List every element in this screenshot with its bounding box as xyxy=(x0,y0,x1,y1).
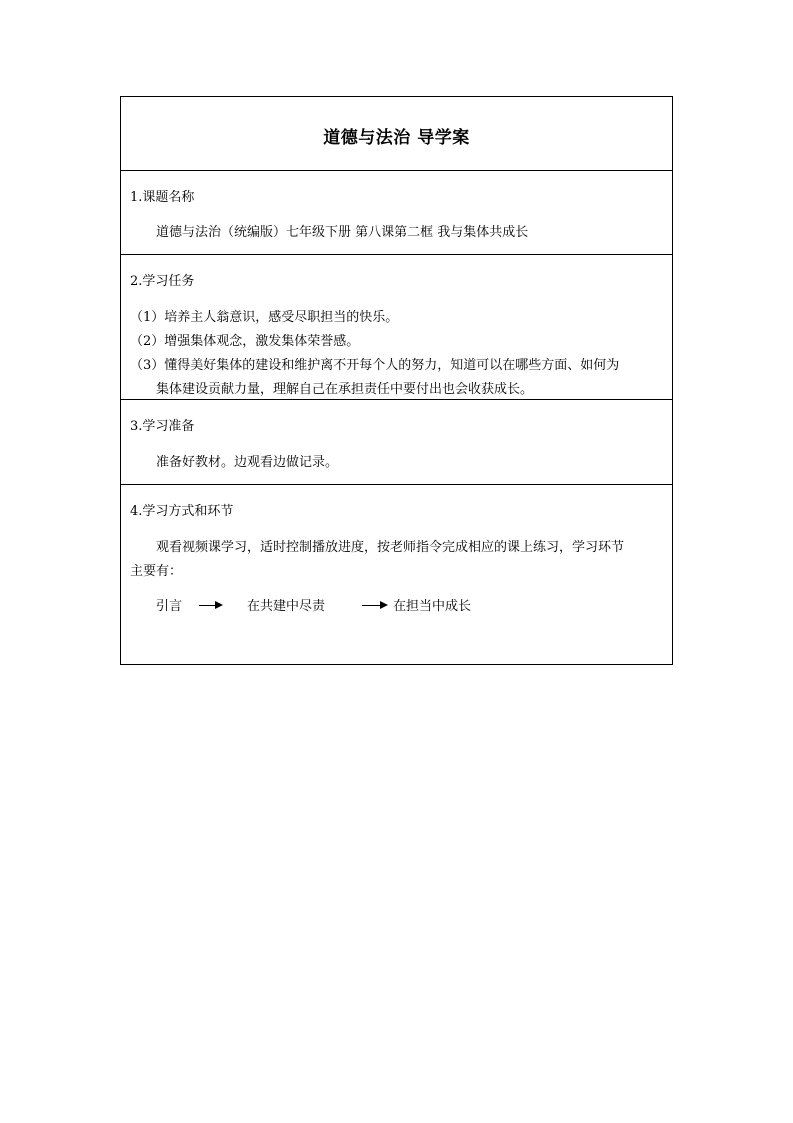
topic-text: 道德与法治（统编版）七年级下册 第八课第二框 我与集体共成长 xyxy=(156,225,529,240)
section-heading: 3.学习准备 xyxy=(130,419,195,434)
right-arrow-icon xyxy=(362,605,386,606)
step-responsibility: 在共建中尽责 xyxy=(247,599,326,614)
guide-table xyxy=(120,96,673,665)
page-title: 道德与法治 导学案 xyxy=(323,128,470,148)
task-item-continuation: 集体建设贡献力量，理解自己在承担责任中要付出也会收获成长。 xyxy=(156,382,534,397)
task-item: （2）增强集体观念，激发集体荣誉感。 xyxy=(130,334,360,349)
section-heading: 4.学习方式和环节 xyxy=(130,504,234,519)
section-heading: 1.课题名称 xyxy=(130,190,195,205)
step-intro: 引言 xyxy=(156,599,183,614)
step-growth: 在担当中成长 xyxy=(393,599,472,614)
method-text-continuation: 主要有： xyxy=(130,564,183,579)
prep-text: 准备好教材。边观看边做记录。 xyxy=(156,455,339,470)
task-item: （3）懂得美好集体的建设和维护离不开每个人的努力，知道可以在哪些方面、如何为 xyxy=(130,358,620,373)
right-arrow-icon xyxy=(199,605,221,606)
section-heading: 2.学习任务 xyxy=(130,274,195,289)
method-text: 观看视频课学习，适时控制播放进度，按老师指令完成相应的课上练习，学习环节 xyxy=(156,540,625,555)
section-tasks xyxy=(121,255,672,400)
task-item: （1）培养主人翁意识，感受尽职担当的快乐。 xyxy=(130,310,399,325)
section-topic xyxy=(121,171,672,255)
section-prep xyxy=(121,400,672,485)
section-method xyxy=(121,485,672,664)
title-row xyxy=(121,97,672,171)
